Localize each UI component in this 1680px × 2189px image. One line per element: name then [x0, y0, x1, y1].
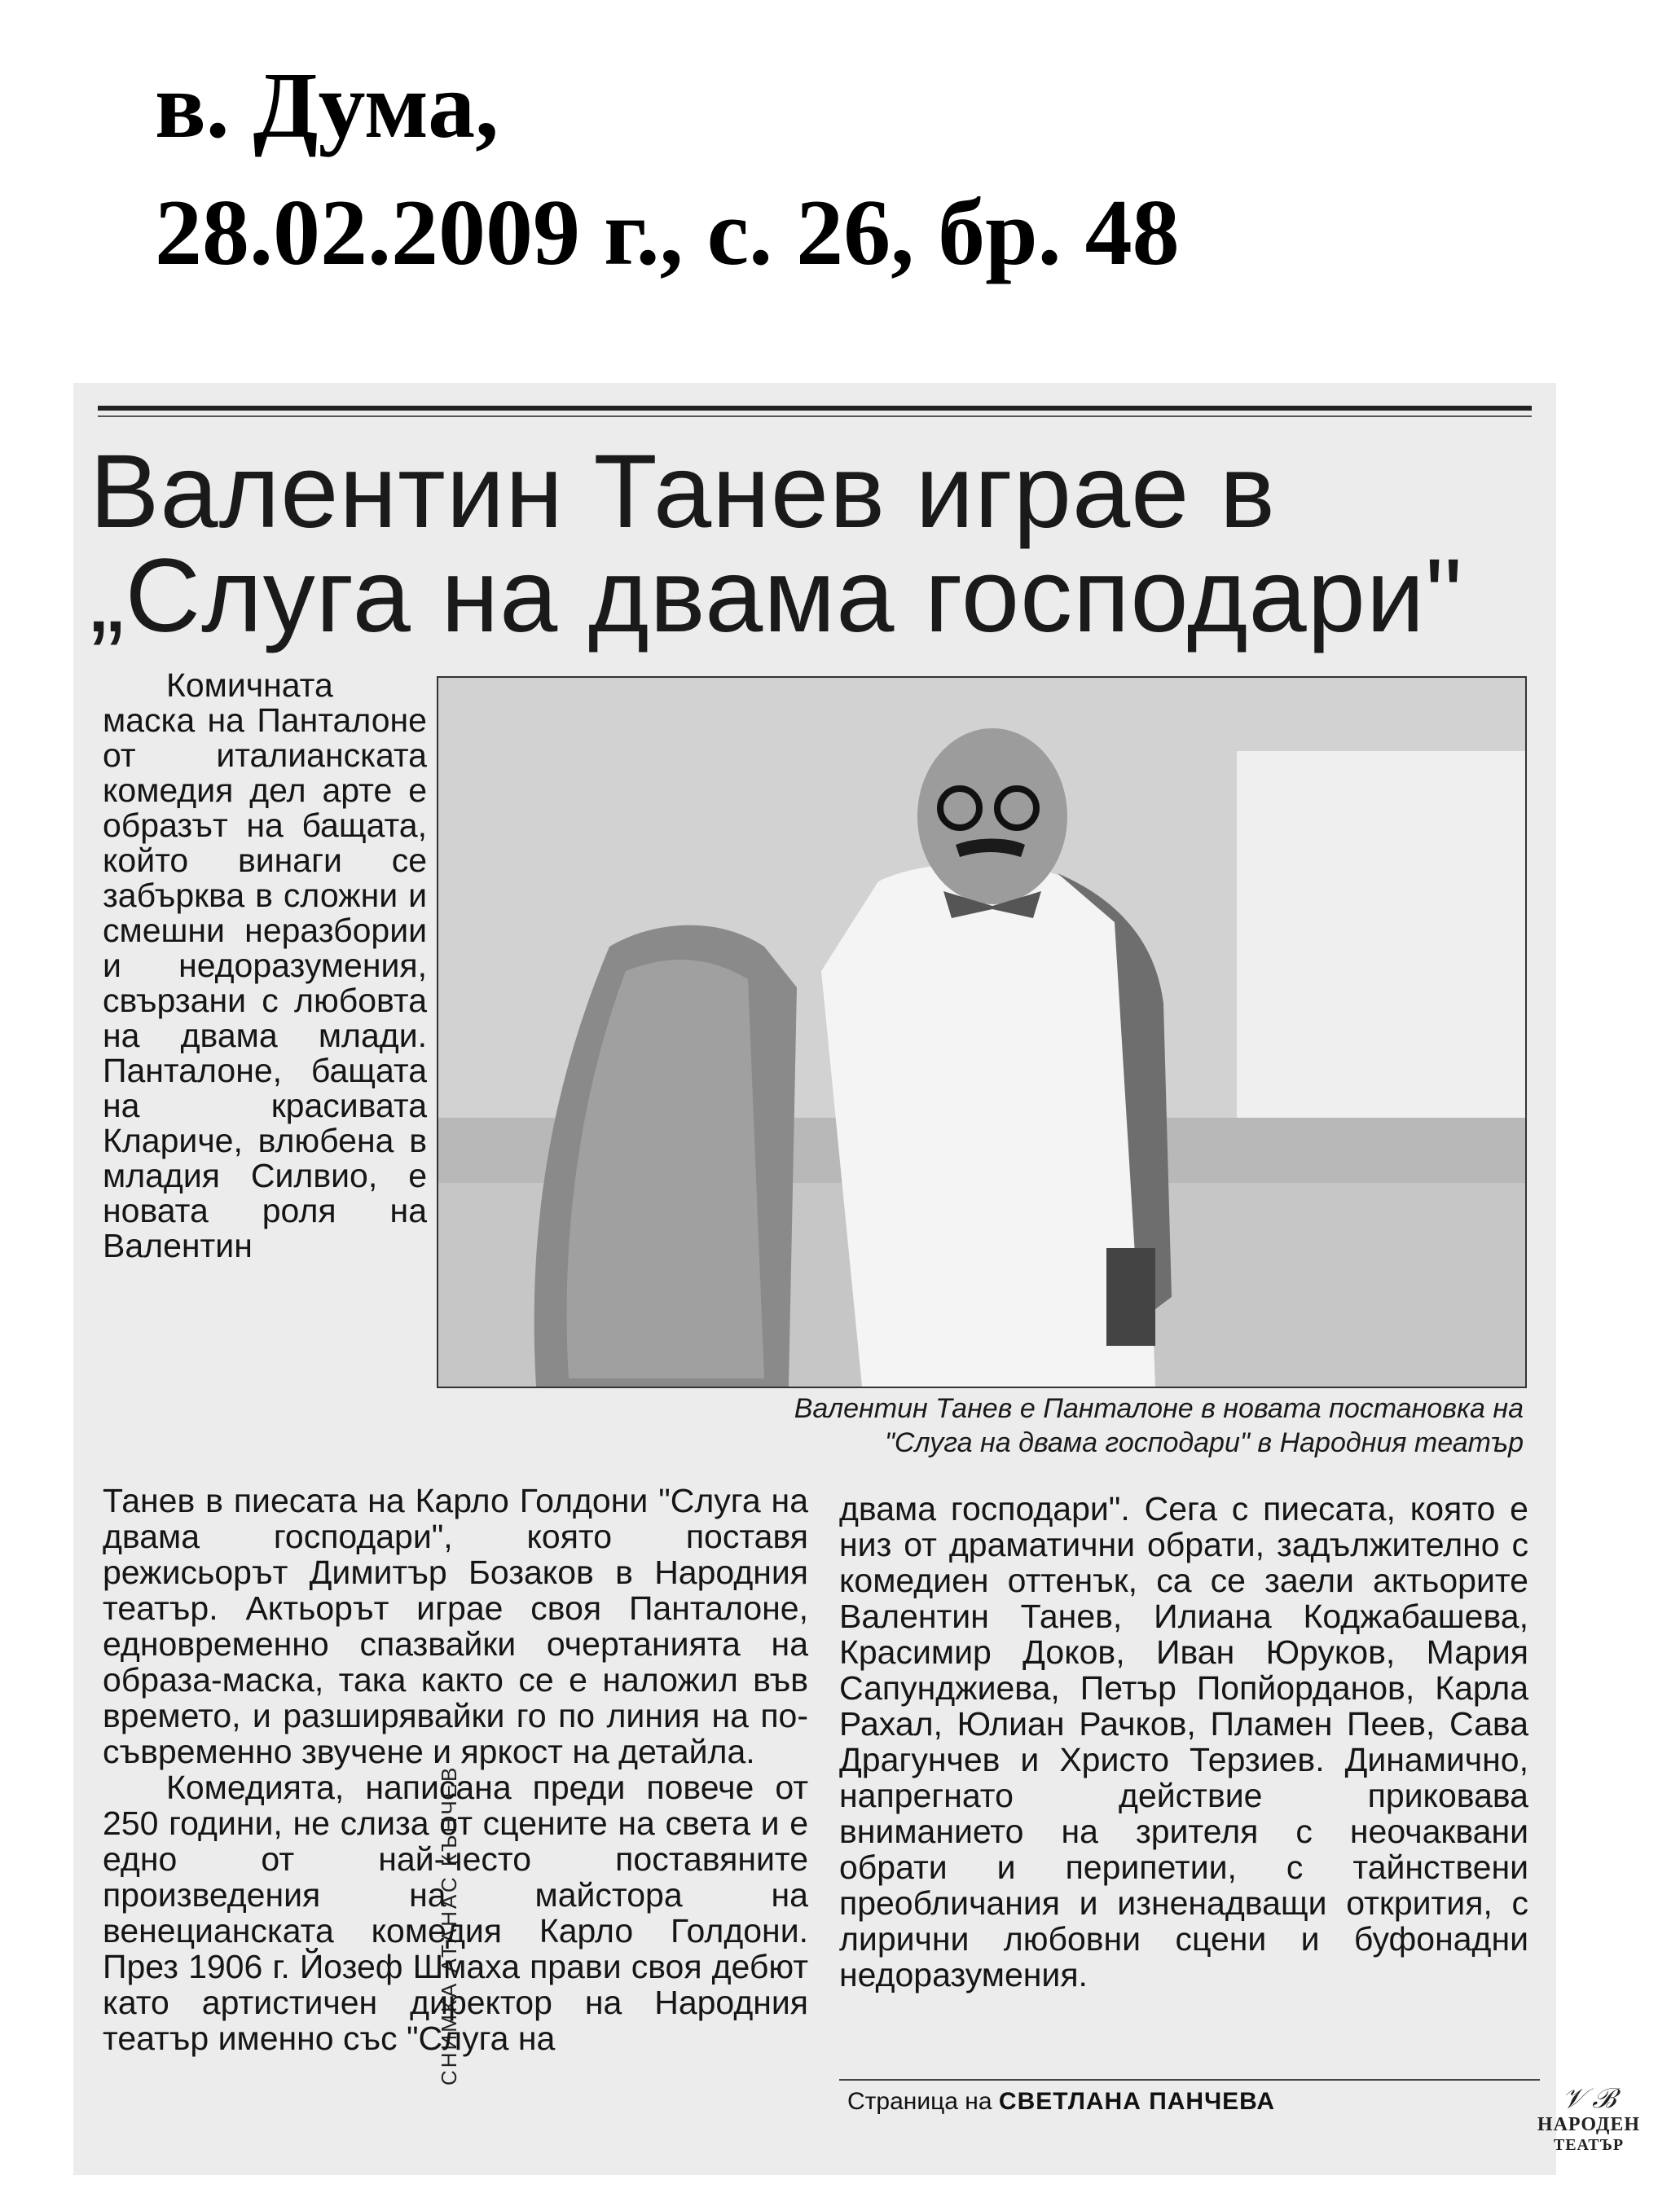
photo-credit: СНИМКА АТАНАС КЪНЧЕВ [437, 1765, 461, 2086]
lead-paragraph [103, 668, 427, 1264]
headline-line-1: Валентин Танев играе в [90, 433, 1276, 550]
logo-line-2: ТЕАТЪР [1553, 2136, 1625, 2154]
top-rule-thin [98, 415, 1532, 417]
source-date-page-issue: 28.02.2009 г., с. 26, бр. 48 [155, 181, 1180, 285]
logo-line-1: НАРОДЕН [1537, 2114, 1641, 2135]
headline-line-2: „Слуга на двама господари" [90, 538, 1463, 654]
page-byline [847, 2088, 1275, 2116]
article-column-left [103, 1483, 808, 2056]
source-publication: в. Дума, [155, 54, 499, 158]
photo-caption-line-1: Валентин Танев е Панталоне в новата постановка на [794, 1393, 1524, 1424]
byline-rule [839, 2079, 1540, 2081]
logo-signature-mark: 𝒱 ℬ [1562, 2084, 1616, 2114]
photo-caption [437, 1391, 1524, 1460]
body-paragraph: двама господари". Сега с пиесата, която е низ от драматични обрати, задължително с комедиен оттенък, са се заели актьорите Валентин Танев, Илиана Коджабашева, Красимир Доков, Иван Юруков, Мария Сапунджиева, Петър Попйорданов, Карла Рахал, Юлиан Рачков, Пламен Пеев, Сава Драгунчев и Христо Терзиев. Динамично, напрегнато действие приковава вниманието на зрителя с неочаквани обрати и перипетии, с тайнствени преобличания и изненадващи открития, с лирични любовни сцени и буфонадни недоразумения. [839, 1490, 1528, 1993]
byline-prefix: Страница на [847, 2088, 992, 2115]
article-column-right [839, 1491, 1528, 1993]
actor-photo-illustration [438, 678, 1525, 1387]
body-paragraph: Комедията, написана преди повече от 250 години, не слиза от сцените на света и е едно от най-често поставяните произведения на майстора на венецианската комедия Карло Голдони. През 1906 г. Йозеф Шмаха прави своя дебют като артистичен директор на Народния театър именно със "Слуга на [103, 1769, 808, 2057]
national-theatre-logo [1515, 2086, 1662, 2167]
body-paragraph: Танев в пиесата на Карло Голдони "Слуга на двама господари", която поставя режисьорът Димитър Бозаков в Народния театър. Актьорът играе своя Панталоне, едновременно спазвайки очертанията на образа-маска, така както се е наложил във времето, и разширявайки го по линия на по-съвременно звучене и яркост на детайла. [103, 1482, 808, 1770]
lead-paragraph-text: Комичната маска на Панталоне от италианската комедия дел арте е образът на бащата, който винаги се забърква в сложни и смешни неразбории и недоразумения, свързани с любовта на двама млади. Панталоне, бащата на красивата Клариче, влюбена в младия Силвио, е новата роля на Валентин [103, 666, 427, 1264]
byline-name: СВЕТЛАНА ПАНЧЕВА [998, 2088, 1276, 2115]
article-photo [437, 676, 1527, 1388]
top-rule [98, 406, 1532, 411]
newspaper-clipping [73, 383, 1556, 2175]
photo-caption-line-2: "Слуга на двама господари" в Народния театър [884, 1427, 1524, 1458]
